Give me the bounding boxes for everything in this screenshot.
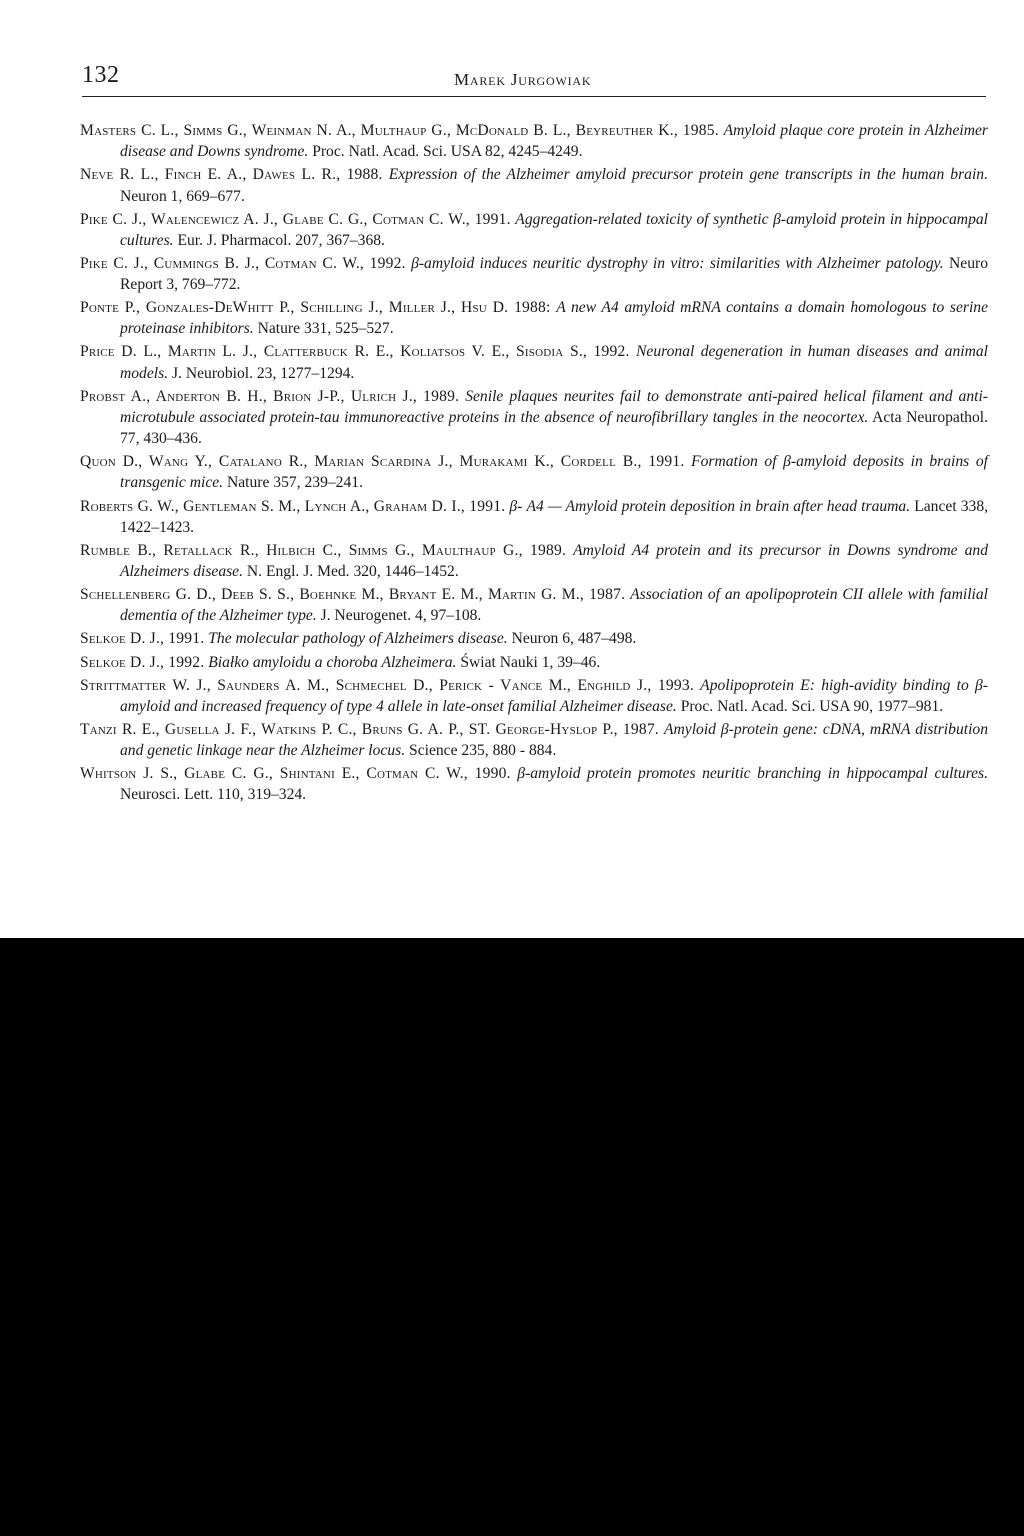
reference-authors: Price D. L., Martin L. J., Clatterbuck R. E., Koliatsos V. E., Sisodia S., 1992. <box>80 343 630 361</box>
reference-source: Lancet 338, 1422–1423. <box>120 497 989 536</box>
reference-authors: Tanzi R. E., Gusella J. F., Watkins P. C., Bruns G. A. P., ST. George-Hyslop P., 1987. <box>80 720 660 738</box>
reference-title: Amyloid A4 protein and its precursor in Downs syndrome and Alzheimers disease. <box>120 541 988 581</box>
reference-entry <box>80 763 988 805</box>
reference-authors: Whitson J. S., Glabe C. G., Shintani E., Cotman C. W., 1990. <box>80 765 511 783</box>
reference-entry <box>80 253 988 295</box>
reference-authors: Pike C. J., Walencewicz A. J., Glabe C. G., Cotman C. W., 1991. <box>80 210 511 228</box>
reference-entry <box>80 675 988 717</box>
reference-source: Neurosci. Lett. 110, 319–324. <box>120 786 307 804</box>
reference-title: Formation of β-amyloid deposits in brains of transgenic mice. <box>120 453 988 492</box>
reference-entry <box>80 164 988 206</box>
reference-source: N. Engl. J. Med. 320, 1446–1452. <box>246 563 459 581</box>
reference-title: β-amyloid protein promotes neuritic branching in hippocampal cultures. <box>517 765 988 783</box>
reference-source: Neuro Report 3, 769–772. <box>120 254 988 294</box>
reference-source: Proc. Natl. Acad. Sci. USA 90, 1977–981. <box>680 697 944 715</box>
reference-entry <box>80 120 988 162</box>
reference-source: Świat Nauki 1, 39–46. <box>460 653 601 671</box>
reference-entry <box>80 496 988 538</box>
reference-entry <box>80 719 988 761</box>
reference-entry <box>80 297 988 339</box>
reference-authors: Selkoe D. J., 1992. <box>80 653 205 671</box>
reference-authors: Strittmatter W. J., Saunders A. M., Schmechel D., Perick - Vance M., Enghild J., 1993. <box>80 676 694 694</box>
reference-title: Apolipoprotein E: high-avidity binding to β- amyloid and increased frequency of type 4 allele in late-onset familial Alzheimer disease. <box>120 676 988 715</box>
page-header <box>82 62 986 97</box>
reference-title: A new A4 amyloid mRNA contains a domain homologous to serine proteinase inhibitors. <box>120 299 988 338</box>
reference-source: Nature 331, 525–527. <box>257 320 394 338</box>
reference-entry <box>80 628 988 649</box>
reference-entry <box>80 652 988 673</box>
reference-title: Neuronal degeneration in human diseases and animal models. <box>120 343 988 382</box>
reference-source: J. Neurobiol. 23, 1277–1294. <box>171 364 355 382</box>
reference-title: Association of an apolipoprotein CII allele with familial dementia of the Alzheimer type. <box>120 586 988 625</box>
reference-authors: Pike C. J., Cummings B. J., Cotman C. W., 1992. <box>80 254 406 272</box>
reference-title: Expression of the Alzheimer amyloid precursor protein gene transcripts in the human brain. <box>388 166 988 184</box>
reference-entry <box>80 584 988 626</box>
reference-title: Senile plaques neurites fail to demonstrate anti-paired helical filament and anti-microtubule associated protein-tau immunoreactive proteins in the absence of neurofibrillary tangles in the neocortex. <box>120 387 988 426</box>
reference-title: Aggregation-related toxicity of synthetic β-amyloid protein in hippocampal cultures. <box>120 210 988 249</box>
reference-source: Proc. Natl. Acad. Sci. USA 82, 4245–4249. <box>312 143 583 161</box>
reference-source: Neuron 1, 669–677. <box>120 187 245 205</box>
reference-title: Białko amyloidu a choroba Alzheimera. <box>208 653 457 671</box>
reference-title: The molecular pathology of Alzheimers disease. <box>208 630 508 648</box>
reference-authors: Neve R. L., Finch E. A., Dawes L. R., 1988. <box>80 166 383 184</box>
reference-authors: Selkoe D. J., 1991. <box>80 630 205 648</box>
reference-source: Neuron 6, 487–498. <box>511 630 637 648</box>
reference-source: Acta Neuropathol. 77, 430–436. <box>120 408 988 448</box>
running-head: Marek Jurgowiak <box>454 70 592 89</box>
reference-authors: Quon D., Wang Y., Catalano R., Marian Scardina J., Murakami K., Cordell B., 1991. <box>80 453 685 471</box>
reference-authors: Probst A., Anderton B. H., Brion J-P., Ulrich J., 1989. <box>80 387 460 405</box>
reference-entry <box>80 451 988 493</box>
reference-entry <box>80 341 988 383</box>
reference-entry <box>80 209 988 251</box>
reference-source: J. Neurogenet. 4, 97–108. <box>320 607 482 625</box>
page-number: 132 <box>82 62 120 88</box>
reference-entry <box>80 540 988 582</box>
reference-list <box>80 120 988 808</box>
reference-authors: Schellenberg G. D., Deeb S. S., Boehnke M., Bryant E. M., Martin G. M., 1987. <box>80 586 626 604</box>
reference-source: Eur. J. Pharmacol. 207, 367–368. <box>177 231 385 249</box>
reference-authors: Masters C. L., Simms G., Weinman N. A., Multhaup G., McDonald B. L., Beyreuther K., 1985. <box>80 122 719 139</box>
reference-title: β-amyloid induces neuritic dystrophy in vitro: similarities with Alzheimer patology. <box>411 254 944 272</box>
reference-source: Science 235, 880 - 884. <box>409 742 557 760</box>
reference-title: Amyloid plaque core protein in Alzheimer disease and Downs syndrome. <box>120 122 988 161</box>
reference-title: β- A4 — Amyloid protein deposition in brain after head trauma. <box>509 497 911 515</box>
reference-authors: Rumble B., Retallack R., Hilbich C., Simms G., Maulthaup G., 1989. <box>80 541 567 559</box>
page-bottom-blank-area <box>0 938 1024 1536</box>
reference-authors: Ponte P., Gonzales-DeWhitt P., Schilling J., Miller J., Hsu D. 1988: <box>80 299 551 317</box>
reference-title: Amyloid β-protein gene: cDNA, mRNA distribution and genetic linkage near the Alzheimer locus. <box>120 720 988 760</box>
reference-source: Nature 357, 239–241. <box>226 474 363 492</box>
reference-entry <box>80 386 988 450</box>
reference-authors: Roberts G. W., Gentleman S. M., Lynch A., Graham D. I., 1991. <box>80 497 506 515</box>
